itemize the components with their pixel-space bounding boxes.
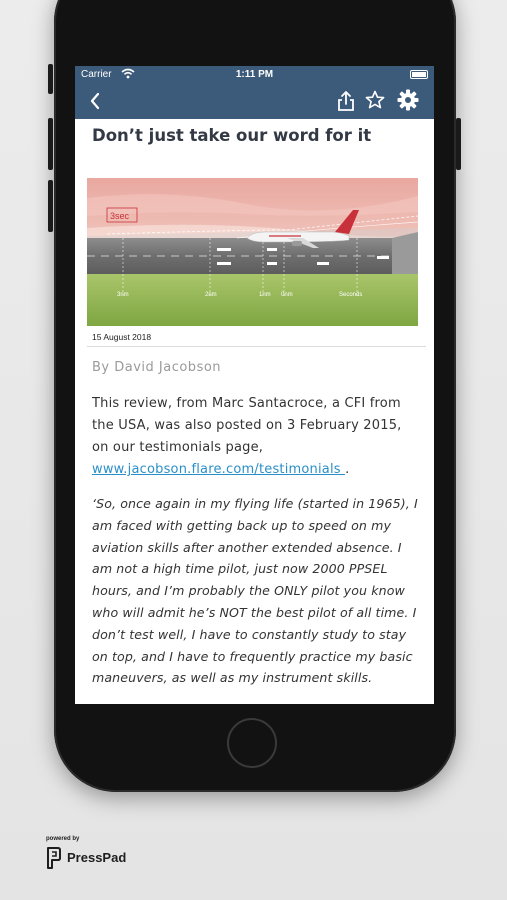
power-button: [456, 118, 461, 170]
app-screen: [75, 66, 434, 704]
article-date: 15 August 2018: [92, 332, 152, 342]
share-icon[interactable]: [336, 90, 356, 112]
volume-down-button: [48, 180, 53, 232]
article-hero-image: [87, 178, 418, 326]
hero-label-0nm: 0nm: [281, 292, 293, 298]
chevron-left-icon[interactable]: [89, 92, 101, 110]
testimonials-link[interactable]: www.jacobson.flare.com/testimonials: [92, 462, 346, 477]
volume-up-button: [48, 118, 53, 170]
hero-badge: 3sec: [110, 211, 130, 221]
hero-label-seconds: Seconds: [339, 292, 363, 298]
intro-end: .: [345, 462, 350, 477]
presspad-logo-icon: [46, 846, 62, 870]
article-author: By David Jacobson: [92, 360, 222, 375]
hero-label-3nm: 3nm: [117, 292, 129, 298]
mute-switch: [48, 64, 53, 94]
presspad-name: PressPad: [67, 850, 127, 865]
article-quote: ‘So, once again in my flying life (started in 1965), I am faced with getting back up to speed on my aviation skills after another extended absence. I am not a high time pilot, just now 2000 PPSEL hours, and I’m probably the ONLY pilot you know who will admit he’s NOT the best pilot of all time. I don’t test well, I have to constantly study to stay on top, and I have to frequently practice my basic maneuvers, as well as my instrument skills.: [92, 496, 418, 686]
battery-icon: [410, 70, 428, 79]
navigation-bar: [75, 83, 434, 119]
gear-icon[interactable]: [397, 89, 419, 111]
star-icon[interactable]: [365, 90, 385, 110]
home-button[interactable]: [227, 718, 277, 768]
powered-by-label: powered by: [46, 836, 80, 842]
status-time: 1:11 PM: [235, 69, 274, 80]
hero-label-1nm: 1nm: [259, 292, 271, 298]
hero-label-2nm: 2nm: [205, 292, 217, 298]
presspad-branding: [46, 836, 127, 865]
carrier-label: Carrier: [81, 69, 112, 80]
article-title: Don’t just take our word for it: [92, 126, 372, 145]
status-bar: [75, 66, 434, 83]
intro-text: This review, from Marc Santacroce, a CFI from the USA, was also posted on 3 February 2015, on our testimonials page,: [92, 396, 402, 455]
divider: [87, 346, 426, 347]
article-intro: [92, 393, 422, 481]
